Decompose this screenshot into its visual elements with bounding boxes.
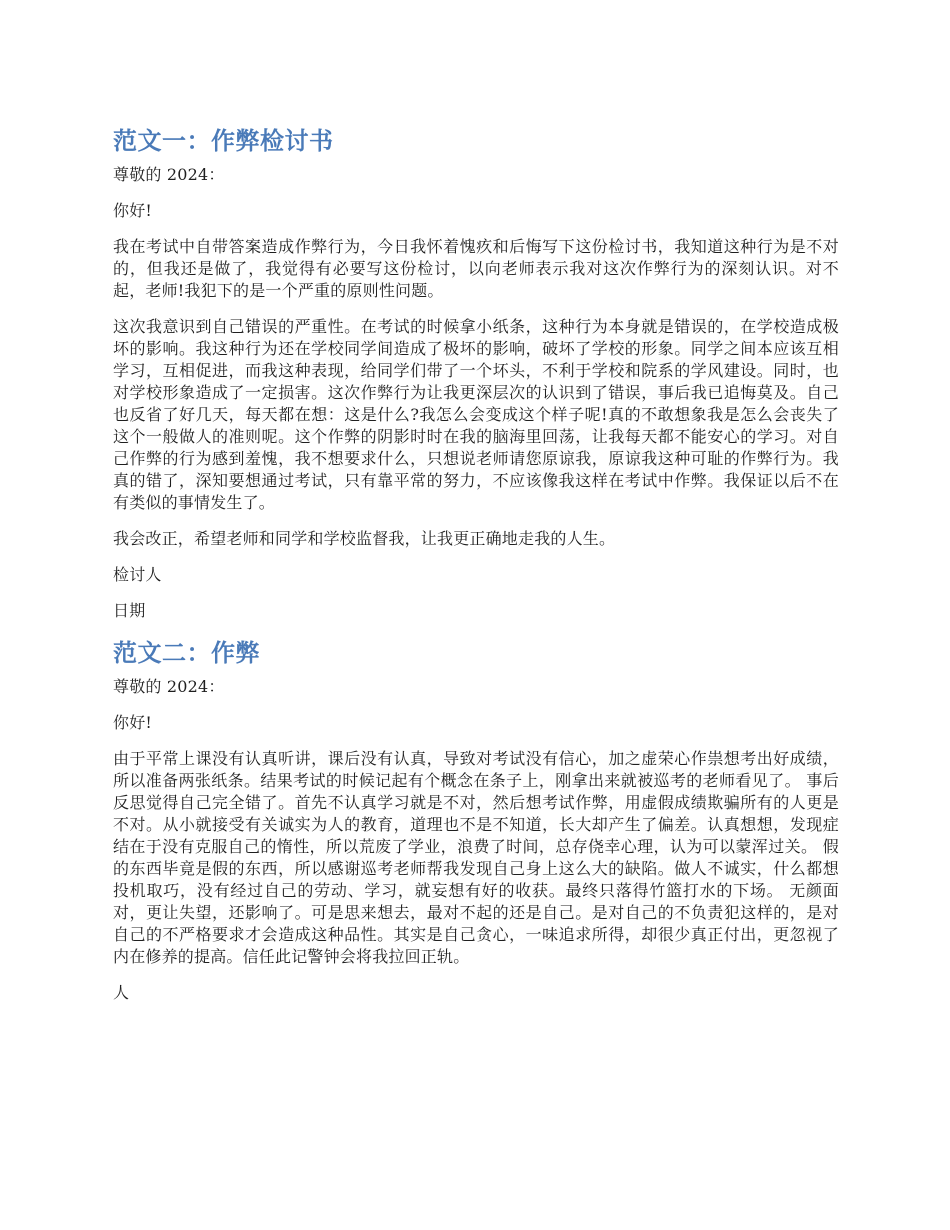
signature-label: 检讨人 [113,565,162,584]
signature-label: 人 [113,983,130,1002]
section-two [113,636,839,1004]
section-two-title: 范文二：作弊 [113,639,260,667]
body-paragraph: 我在考试中自带答案造成作弊行为，今日我怀着愧疚和后悔写下这份检讨书，我知道这种行为是不对的，但我还是做了，我觉得有必要写这份检讨，以向老师表示我对这次作弊行为的深刻认识。对不起，老师!我犯下的是一个严重的原则性问题。 [113,237,839,300]
document-page [113,124,839,1018]
date-label: 日期 [113,601,146,620]
body-paragraph: 我会改正，希望老师和同学和学校监督我，让我更正确地走我的人生。 [113,529,616,548]
section-one-title: 范文一：作弊检讨书 [113,127,334,155]
greeting: 你好! [113,713,153,732]
greeting: 你好! [113,201,153,220]
body-paragraph: 由于平常上课没有认真听讲，课后没有认真，导致对考试没有信心，加之虚荣心作祟想考出好成绩，所以准备两张纸条。结果考试的时候记起有个概念在条子上，刚拿出来就被巡考的老师看见了。 事后反思觉得自己完全错了。首先不认真学习就是不对，然后想考试作弊，用虚假成绩欺骗所有的人更是不对。从小就接受有关诚实为人的教育，道理也不是不知道，长大却产生了偏差。认真想想，发现症结在于没有克服自己的惰性，所以荒废了学业，浪费了时间，总存侥幸心理，认为可以蒙浑过关。 假的东西毕竟是假的东西，所以感谢巡考老师帮我发现自己身上这么大的缺陷。做人不诚实，什么都想投机取巧，没有经过自己的劳动、学习，就妄想有好的收获。最终只落得竹篮打水的下场。 无颜面对，更让失望，还影响了。可是思来想去，最对不起的还是自己。是对自己的不负责犯这样的，是对自己的不严格要求才会造成这种品性。其实是自己贪心，一味追求所得，却很少真正付出，更忽视了内在修养的提高。信任此记警钟会将我拉回正轨。 [113,749,839,966]
salutation: 尊敬的 2024： [113,677,225,696]
body-paragraph: 这次我意识到自己错误的严重性。在考试的时候拿小纸条，这种行为本身就是错误的，在学校造成极坏的影响。我这种行为还在学校同学间造成了极坏的影响，破坏了学校的形象。同学之间本应该互相学习，互相促进，而我这种表现，给同学们带了一个坏头，不利于学校和院系的学风建设。同时，也对学校形象造成了一定损害。这次作弊行为让我更深层次的认识到了错误，事后我已追悔莫及。自己也反省了好几天，每天都在想：这是什么?我怎么会变成这个样子呢!真的不敢想象我是怎么会丧失了这个一般做人的准则呢。这个作弊的阴影时时在我的脑海里回荡，让我每天都不能安心的学习。对自己作弊的行为感到羞愧，我不想要求什么，只想说老师请您原谅我，原谅我这种可耻的作弊行为。我真的错了，深知要想通过考试，只有靠平常的努力，不应该像我这样在考试中作弊。我保证以后不在有类似的事情发生了。 [113,317,839,512]
salutation: 尊敬的 2024： [113,165,225,184]
section-one [113,124,839,622]
